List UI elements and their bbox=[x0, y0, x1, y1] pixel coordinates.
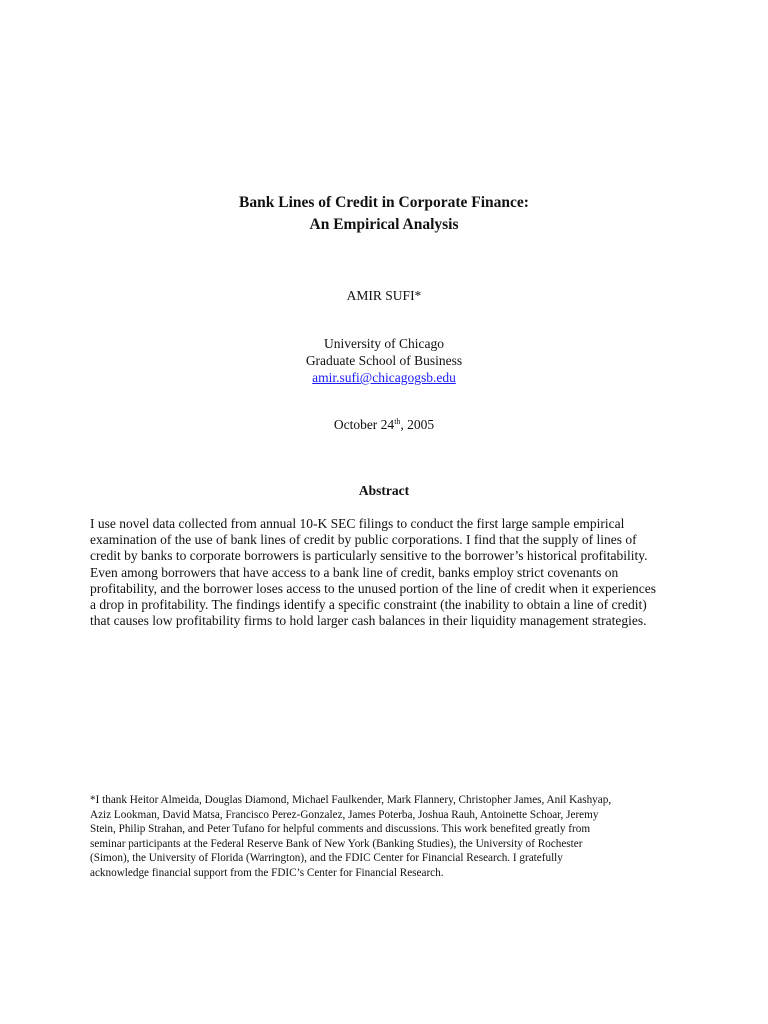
footnote-line: seminar participants at the Federal Reserve Bank of New York (Banking Studies), the University of Rochester bbox=[90, 837, 583, 850]
abstract-heading: Abstract bbox=[358, 483, 410, 498]
abstract-line: Even among borrowers that have access to a bank line of credit, banks employ strict covenants on bbox=[90, 564, 619, 580]
author-email-link[interactable]: amir.sufi@chicagogsb.edu bbox=[312, 370, 456, 385]
footnote-line: *I thank Heitor Almeida, Douglas Diamond, Michael Faulkender, Mark Flannery, Christopher James, Anil Kashyap, bbox=[90, 794, 612, 806]
abstract-line: I use novel data collected from annual 10-K SEC filings to conduct the first large sample empirical bbox=[90, 516, 625, 531]
paper-title-line-2: An Empirical Analysis bbox=[309, 216, 459, 233]
paper-title bbox=[0, 192, 768, 236]
footnote-line: Aziz Lookman, David Matsa, Francisco Perez-Gonzalez, James Poterba, Joshua Rauh, Antoinette Schoar, Jeremy bbox=[90, 808, 599, 821]
abstract-body bbox=[90, 516, 680, 629]
abstract-line: credit by banks to corporate borrowers is particularly sensitive to the borrower’s historical profitability. bbox=[90, 548, 648, 564]
paper-date bbox=[0, 417, 768, 433]
author-name: AMIR SUFI* bbox=[346, 288, 422, 303]
abstract-line: profitability, and the borrower loses access to the unused portion of the line of credit when it experiences bbox=[90, 580, 656, 596]
date-day: October 24 bbox=[333, 417, 395, 432]
paper-title-line-1: Bank Lines of Credit in Corporate Finance: bbox=[239, 194, 529, 211]
affiliation-school: Graduate School of Business bbox=[305, 353, 463, 368]
date-ordinal-suffix: th bbox=[394, 417, 401, 426]
date-year: , 2005 bbox=[400, 417, 435, 432]
footnote-line: acknowledge financial support from the FDIC’s Center for Financial Research. bbox=[90, 866, 444, 879]
abstract-line: that causes low profitability firms to hold larger cash balances in their liquidity management strategies. bbox=[90, 613, 647, 629]
author-affiliation bbox=[0, 335, 768, 386]
email-line bbox=[0, 369, 768, 386]
affiliation-university: University of Chicago bbox=[324, 336, 444, 351]
acknowledgement-footnote bbox=[90, 793, 690, 881]
footnote-line: (Simon), the University of Florida (Warrington), and the FDIC Center for Financial Research. I gratefully bbox=[90, 852, 563, 865]
abstract-line: a drop in profitability. The findings identify a specific constraint (the inability to obtain a line of credit) bbox=[90, 597, 647, 613]
footnote-line: Stein, Philip Strahan, and Peter Tufano for helpful comments and discussions. This work benefited greatly from bbox=[90, 823, 591, 836]
abstract-line: examination of the use of bank lines of credit by public corporations. I find that the supply of lines of bbox=[90, 532, 637, 548]
